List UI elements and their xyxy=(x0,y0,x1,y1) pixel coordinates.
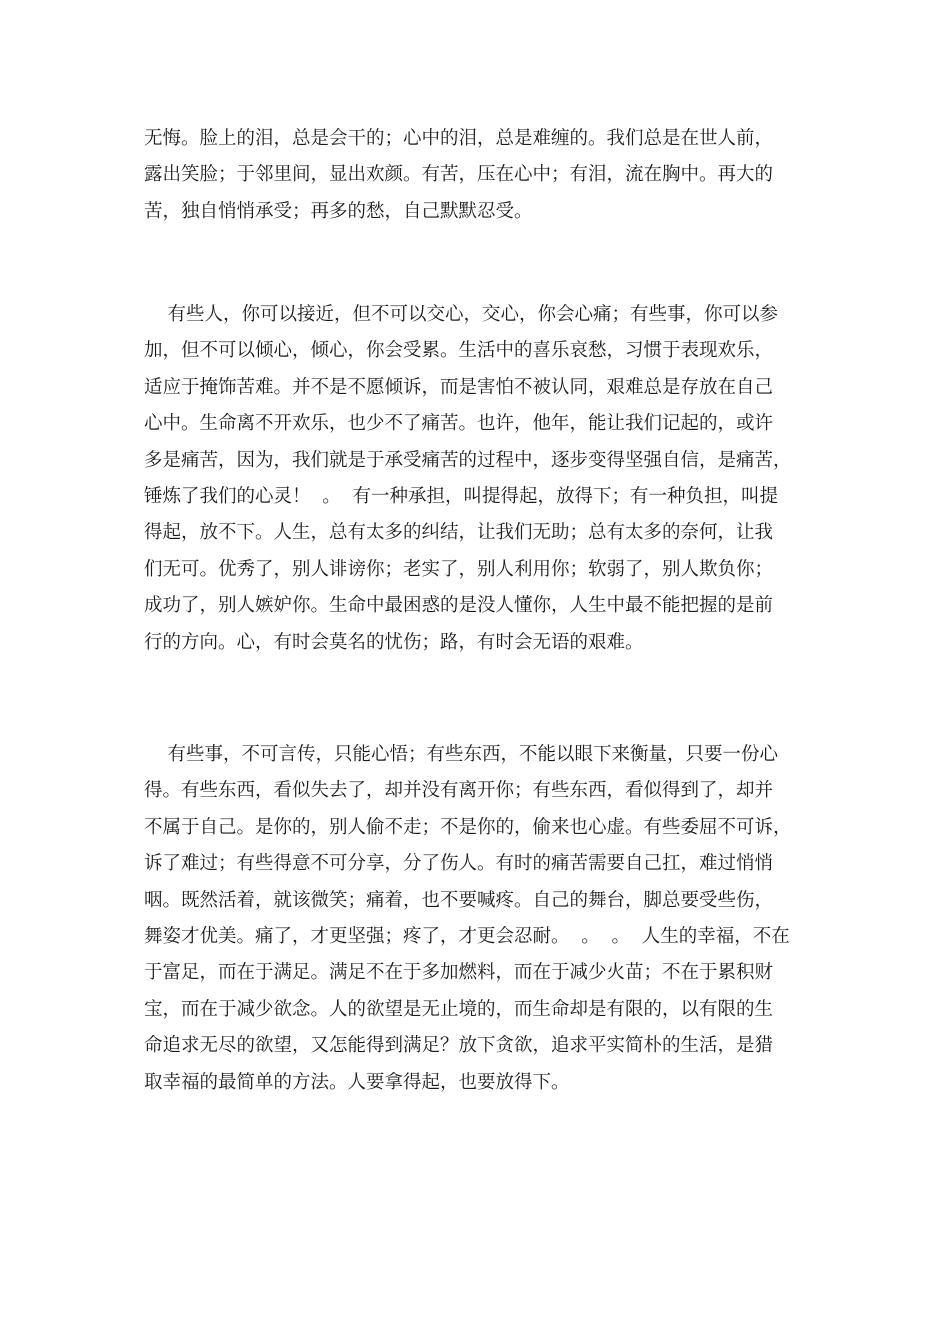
text-line: 得。有些东西，看似失去了，却并没有离开你；有些东西，看似得到了，却并 xyxy=(144,780,774,802)
text-line: 舞姿才优美。痛了，才更坚强；疼了，才更会忍耐。 。 。 人生的幸福，不在 xyxy=(144,925,790,947)
text-line: 不属于自己。是你的，别人偷不走；不是你的，偷来也心虚。有些委屈不可诉， xyxy=(144,816,792,838)
text-line: 有些事，不可言传，只能心悟；有些东西，不能以眼下来衡量，只要一份心 xyxy=(144,744,779,765)
text-line: 心中。生命离不开欢乐，也少不了痛苦。也许，他年，能让我们记起的，或许 xyxy=(144,413,774,435)
text-line: 加，但不可以倾心，倾心，你会受累。生活中的喜乐哀愁，习惯于表现欢乐， xyxy=(144,340,774,362)
paragraph-1 xyxy=(144,121,810,230)
text-line: 们无可。优秀了，别人诽谤你；老实了，别人利用你；软弱了，别人欺负你； xyxy=(144,558,774,580)
text-line: 得起，放不下。人生，总有太多的纠结，让我们无助；总有太多的奈何，让我 xyxy=(144,522,774,544)
text-line: 适应于掩饰苦难。并不是不愿倾诉，而是害怕不被认同，艰难总是存放在自己 xyxy=(144,376,774,398)
paragraph-2 xyxy=(144,297,810,661)
text-line: 命追求无尽的欲望，又怎能得到满足？放下贪欲，追求平实简朴的生活，是猎 xyxy=(144,1035,774,1057)
text-line: 于富足，而在于满足。满足不在于多加燃料，而在于减少火苗；不在于累积财 xyxy=(144,962,774,984)
text-line: 成功了，别人嫉妒你。生命中最困惑的是没人懂你，人生中最不能把握的是前 xyxy=(144,595,774,617)
text-line: 宝，而在于减少欲念。人的欲望是无止境的，而生命却是有限的，以有限的生 xyxy=(144,998,774,1020)
text-line: 诉了难过；有些得意不可分享，分了伤人。有时的痛苦需要自己扛，难过悄悄 xyxy=(144,853,774,875)
text-line: 行的方向。心，有时会莫名的忧伤；路，有时会无语的艰难。 xyxy=(144,631,644,653)
text-line: 咽。既然活着，就该微笑；痛着，也不要喊疼。自己的舞台，脚总要受些伤， xyxy=(144,889,774,911)
paragraph-3 xyxy=(144,737,810,1101)
text-line: 苦，独自悄悄承受；再多的愁，自己默默忍受。 xyxy=(144,200,533,222)
text-line: 锤炼了我们的心灵！ 。 有一种承担，叫提得起，放得下；有一种负担，叫提 xyxy=(144,485,779,507)
text-line: 无悔。脸上的泪，总是会干的；心中的泪，总是难缠的。我们总是在世人前， xyxy=(144,128,774,149)
text-line: 露出笑脸；于邻里间，显出欢颜。有苦，压在心中；有泪，流在胸中。再大的 xyxy=(144,164,774,186)
text-line: 取幸福的最简单的方法。人要拿得起，也要放得下。 xyxy=(144,1071,570,1093)
text-line: 多是痛苦，因为，我们就是于承受痛苦的过程中，逐步变得坚强自信，是痛苦， xyxy=(144,449,792,471)
text-line: 有些人，你可以接近，但不可以交心，交心，你会心痛；有些事，你可以参 xyxy=(144,304,779,325)
